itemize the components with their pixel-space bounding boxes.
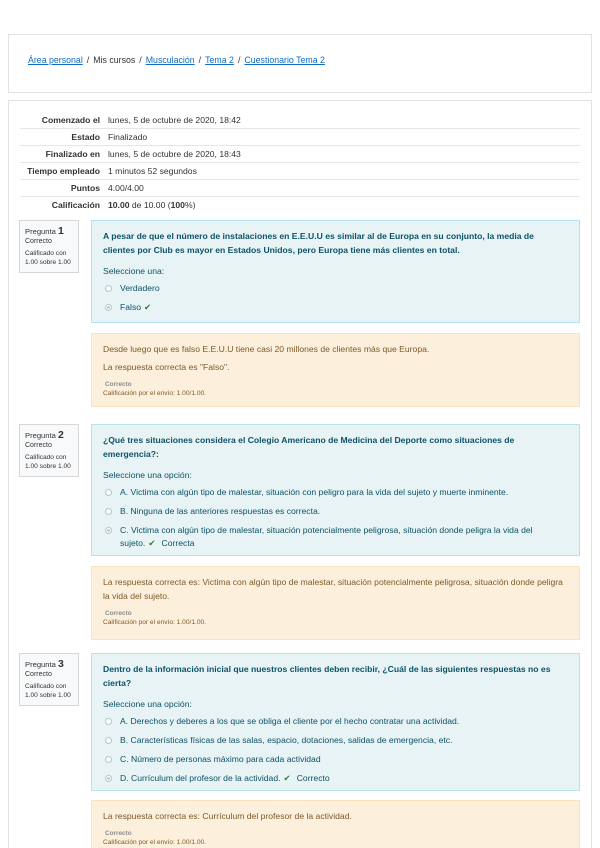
radio-button[interactable] (105, 756, 112, 763)
breadcrumb-separator: / (198, 55, 202, 65)
answer-option-b[interactable]: B. Ninguna de las anteriores respuestas es correcta. (103, 505, 568, 518)
question-state: Correcto (25, 442, 52, 449)
breadcrumb-separator: / (139, 55, 142, 65)
summary-row-started (20, 112, 580, 129)
answer-prompt: Seleccione una opción: (103, 699, 192, 709)
right-answer: La respuesta correcta es: Victima con algún tipo de malestar, situación potencialmente peligrosa, situación donde peligra la vida del sujeto. (103, 577, 563, 601)
question-formulation-1 (91, 220, 580, 323)
answer-option-d[interactable]: D. Currículum del profesor de la actividad. ✔ Correcto (103, 772, 568, 785)
summary-value: lunes, 5 de octubre de 2020, 18:43 (108, 149, 241, 159)
breadcrumb-mis-cursos: Mis cursos (93, 55, 136, 65)
summary-label: Estado (71, 132, 100, 142)
question-grade: Calificado con 1.00 sobre 1.00 (25, 454, 71, 470)
question-info-2 (19, 424, 79, 477)
correct-label: Correcto (105, 610, 132, 617)
question-number: Pregunta 1 (25, 225, 64, 237)
question-outcome-1 (91, 333, 580, 407)
summary-label: Puntos (70, 183, 100, 193)
attempt-summary-table (20, 112, 580, 213)
question-grade: Calificado con 1.00 sobre 1.00 (25, 683, 71, 699)
summary-value: lunes, 5 de octubre de 2020, 18:42 (108, 115, 241, 125)
right-answer: La respuesta correcta es: Currículum del profesor de la actividad. (103, 811, 352, 821)
question-outcome-2 (91, 566, 580, 640)
submission-mark: Calificación por el envío: 1.00/1.00. (103, 619, 206, 626)
summary-value: 4.00/4.00 (108, 183, 144, 193)
summary-row-state (20, 129, 580, 146)
answer-option-falso[interactable]: Falso ✔ (103, 301, 568, 314)
question-grade: Calificado con 1.00 sobre 1.00 (25, 250, 71, 266)
grade-out-of: de 10.00 ( (129, 200, 171, 210)
question-state: Correcto (25, 671, 52, 678)
check-icon: ✔ (148, 538, 156, 548)
breadcrumb-area-personal[interactable]: Área personal (28, 55, 83, 65)
radio-button-selected[interactable] (105, 304, 112, 311)
breadcrumb-musculacion[interactable]: Musculación (145, 55, 195, 65)
summary-value (104, 197, 580, 214)
breadcrumb-card (8, 34, 592, 93)
grade-percent: 100 (170, 200, 185, 210)
submission-mark: Calificación por el envío: 1.00/1.00. (103, 390, 206, 397)
radio-button[interactable] (105, 718, 112, 725)
grade-percent-suffix: %) (184, 200, 196, 210)
question-info-1 (19, 220, 79, 273)
radio-button-selected[interactable] (105, 527, 112, 534)
question-text: A pesar de que el número de instalaciones en E.E.U.U es similar al de Europa en su conjunto, la media de clientes por Club es mayor en Estados Unidos, pero Europa tiene más clientes en total. (103, 231, 534, 255)
answer-prompt: Seleccione una: (103, 266, 165, 276)
radio-button-selected[interactable] (105, 775, 112, 782)
grade-score: 10.00 (108, 200, 130, 210)
answer-option-c[interactable]: C. Número de personas máximo para cada actividad (103, 753, 568, 766)
right-answer: La respuesta correcta es "Falso". (103, 362, 230, 372)
radio-button[interactable] (105, 508, 112, 515)
breadcrumb-cuestionario[interactable]: Cuestionario Tema 2 (244, 55, 325, 65)
breadcrumb (28, 55, 325, 65)
check-icon: ✔ (144, 302, 152, 312)
answer-option-verdadero[interactable]: Verdadero (103, 282, 568, 295)
summary-row-grade (20, 197, 580, 214)
answer-option-c[interactable]: C. Victima con algún tipo de malestar, situación potencialmente peligrosa, situación donde peligra la vida del sujeto. ✔ Correcta (103, 524, 568, 550)
radio-button[interactable] (105, 489, 112, 496)
question-outcome-3 (91, 800, 580, 848)
question-state: Correcto (25, 238, 52, 245)
answer-option-b[interactable]: B. Características físicas de las salas, espacio, dotaciones, salidas de emergencia, etc. (103, 734, 568, 747)
summary-row-time (20, 163, 580, 180)
specific-feedback: Desde luego que es falso E.E.U.U tiene casi 20 millones de clientes más que Europa. (103, 344, 430, 354)
question-number: Pregunta 2 (25, 429, 64, 441)
breadcrumb-tema-2[interactable]: Tema 2 (205, 55, 234, 65)
answer-verdict: Correcto (296, 773, 330, 783)
radio-button[interactable] (105, 285, 112, 292)
summary-label: Comenzado el (41, 115, 100, 125)
summary-row-points (20, 180, 580, 197)
question-text: Dentro de la información inicial que nuestros clientes deben recibir, ¿Cuál de las siguientes respuestas no es cierta? (103, 664, 551, 688)
summary-label: Calificación (51, 200, 100, 210)
correct-label: Correcto (105, 830, 132, 837)
summary-row-finished (20, 146, 580, 163)
question-text: ¿Qué tres situaciones considera el Colegio Americano de Medicina del Deporte como situaciones de emergencia?: (103, 435, 515, 459)
submission-mark: Calificación por el envío: 1.00/1.00. (103, 839, 206, 846)
summary-value: 1 minutos 52 segundos (108, 166, 197, 176)
question-formulation-2 (91, 424, 580, 556)
summary-label: Finalizado en (45, 149, 100, 159)
radio-button[interactable] (105, 737, 112, 744)
answer-prompt: Seleccione una opción: (103, 470, 192, 480)
breadcrumb-separator: / (86, 55, 90, 65)
summary-label: Tiempo empleado (27, 166, 100, 176)
correct-label: Correcto (105, 381, 132, 388)
breadcrumb-separator: / (237, 55, 241, 65)
question-info-3 (19, 653, 79, 706)
answer-verdict: Correcta (161, 538, 195, 548)
summary-value: Finalizado (108, 132, 148, 142)
check-icon: ✔ (283, 773, 291, 783)
question-number: Pregunta 3 (25, 658, 64, 670)
answer-option-a[interactable]: A. Derechos y deberes a los que se obliga el cliente por el hecho contratar una actividad. (103, 715, 568, 728)
answer-option-a[interactable]: A. Victima con algún tipo de malestar, situación con peligro para la vida del sujeto y muerte inminente. (103, 486, 568, 499)
question-formulation-3 (91, 653, 580, 791)
